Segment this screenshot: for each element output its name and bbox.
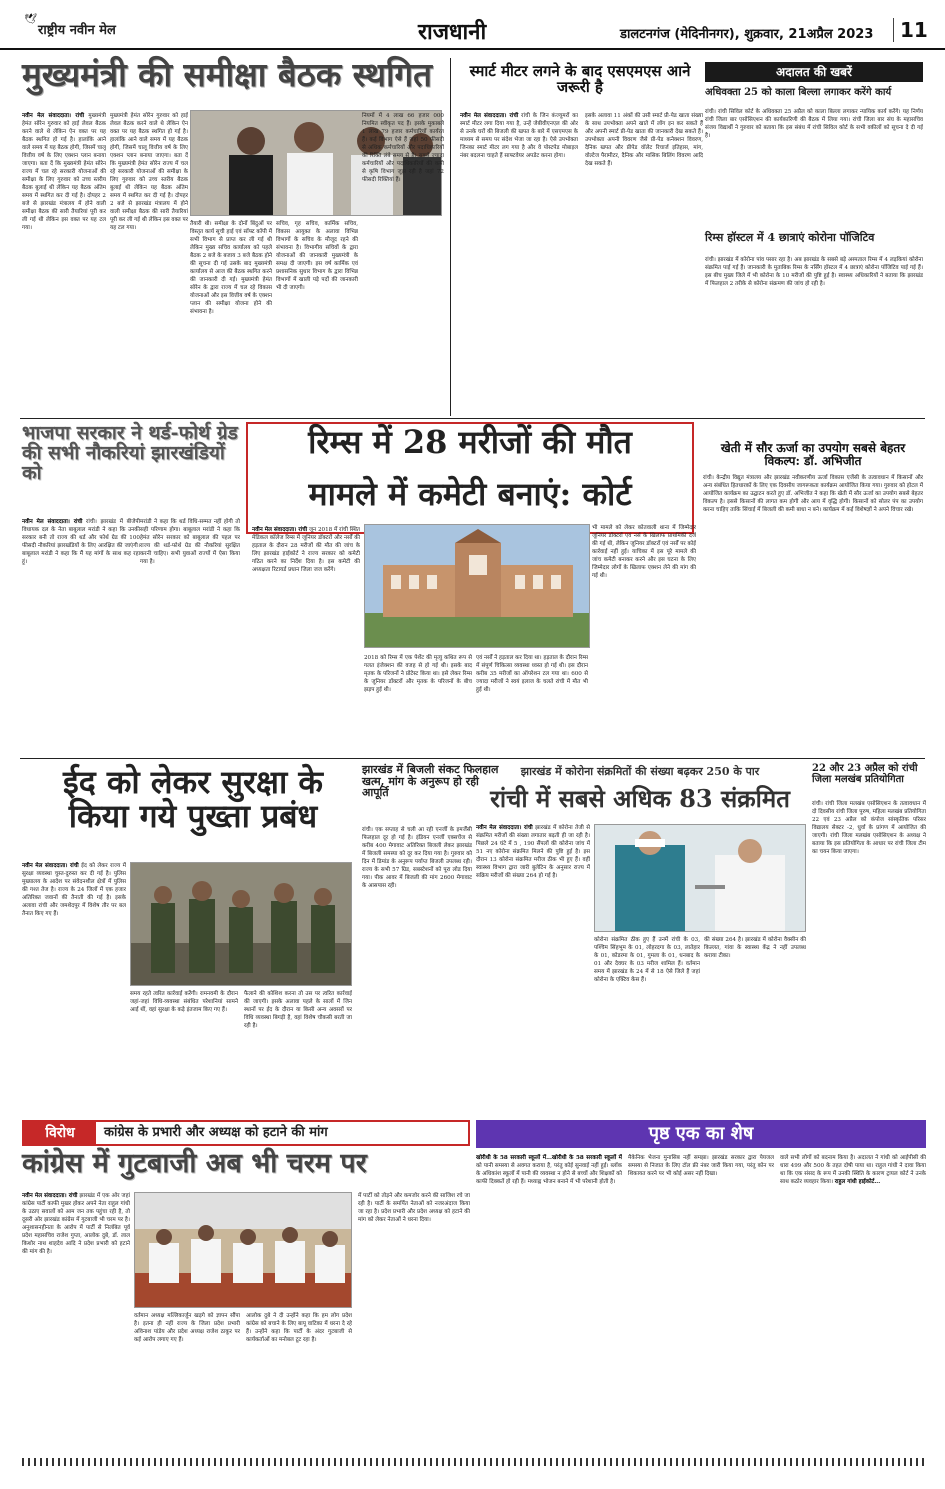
congress-col1: नवीन मेल संवाददाता। रांची झारखंड में एक ओर जहां कांग्रेस पार्टी काफी मुखर होकर अपने नेता राहुल गांधी के उठाए सवालों को आम जन तक पहुंचा रही है, तो दूसरी ओर झारखंड कांग्रेस में गुटबाजी भी चरम पर है। अनुशासनहीनता के आरोप में पार्टी से निलंबित पूर्व प्रदेश महासचिव राजेश गुप्ता, आलोक दुबे, डॉ. लाल किशोर नाथ शाहदेव आदि ने प्रदेश प्रभारी को हटाने की मांग की है। — [22, 1193, 130, 1255]
rims-headline1: रिम्स में 28 मरीजों की मौत — [308, 423, 632, 461]
kheti-headline: खेती में सौर ऊर्जा का उपयोग सबसे बेहतर विकल्प: डॉ. अभिजीत — [720, 441, 906, 468]
corona-test-photo — [594, 824, 806, 932]
eid-col3: फैलाने की कोशिश करना तो उस पर त्वरित कार्रवाई की जाएगी। इसके अलावा पहले के सालों में जिन स्थानों पर ईद के दौरान या किसी अन्य अवसरों पर विधि व्यवस्था बिगड़ी है, वहां विशेष चौकसी बरती जा रही है। — [244, 991, 352, 1029]
congress-col3: आलोक दुबे ने दी उन्होंने कहा कि हम लोग प्रदेश कांग्रेस को बचाने के लिए बापू वाटिका में धरना दे रहे हैं। उन्होंने कहा कि पार्टी के अंदर गुटबाजी से कार्यकर्ताओं का मनोबल टूट रहा है। — [246, 1313, 352, 1343]
virodh-label: विरोध — [24, 1122, 96, 1144]
section-title: राजधानी — [418, 19, 487, 45]
dateline: डालटनगंज (मेदिनीनगर), शुक्रवार, 21अप्रैल 2023 — [620, 27, 874, 42]
congress-kicker: कांग्रेस के प्रभारी और अध्यक्ष को हटाने की मांग — [104, 1125, 328, 1140]
police-illustration — [131, 863, 352, 986]
horizontal-rule-2 — [20, 758, 925, 759]
adalat-body2: रांची। झारखंड में कोरोना पांव पसार रहा है। अब झारखंड के सबसे बड़े अस्पताल रिम्स में 4 लड़कियां कोरोना संक्रमित पाई गई हैं। जानकारी के मुताबिक रिम्स के नर्सिंग हॉस्टल में 4 छात्राएं कोरोना पॉजिटिव पाई गई हैं। इस बीच मुख्य जिले में भी कोरोना के 10 मरीजों की पुष्टि हुई है। स्वास्थ्य अधिकारियों ने बताया कि झारखंड में फिलहाल 2 तरीके से कोरोना संक्रमण की जांच हो रही है। — [705, 257, 923, 287]
adalat-headline2: रिम्स हॉस्टल में 4 छात्राएं कोरोना पॉजिटिव — [705, 231, 875, 244]
health-worker-illustration — [595, 825, 806, 932]
bijli-body: रांची। एक सप्ताह से चली आ रही एनर्जी के इमर्जेंसी फिलहाल दूर हो गई है। इंडियन एनर्जी एक्सचेंज से करीब 400 मेगावाट अतिरिक्त बिजली लेकर झारखंड में बिजली समस्या को दूर कर दिया गया है। गुरुवार को दिन में डिमांड के अनुरूप पर्याप्त बिजली उपलब्ध रही। राज्य के सभी 57 ग्रिड, सबस्टेशनों को पूरा लोड दिया गया। पीक आवर में बिजली की मांग 2600 मेगावाट के आसपास रही। — [362, 827, 472, 889]
rims-building-illustration — [365, 525, 590, 648]
story1-col3: सचिव, गृह सचिव, कार्मिक सचिव, विकास आयुक्त के अलावा विभिन्न विभागों के सचिव के मौजूद रहने की संभावना है। विभागीय सचिवों के द्वारा योजनाओं की जानकारी मुख्यमंत्री के समक्ष दी जाएगी। इस वर्ष कार्मिक एवं प्रशासनिक सुधार विभाग के द्वारा विभिन्न विभागों में खाली पड़े पदों की जानकारी भी दी जाएगी। — [276, 221, 358, 291]
corona-col1: नवीन मेल संवाददाता। रांची झारखंड में कोरोना तेजी से संक्रमित मरीजों की संख्या लगातार बढ़ती ही जा रही है। पिछले 24 घंटे में 5 , 190 सैंपलों की कोरोना जांच में 51 नए कोरोना संक्रमित मिलने की पुष्टि हुई है। इस दौरान 13 कोरोना संक्रमित मरीज ठीक भी हुए हैं। वहीं स्वास्थ्य विभाग द्वारा जारी बुलेटिन के अनुसार राज्य में सक्रिय मरीजों की संख्या 264 हो गई है। — [476, 825, 590, 879]
story2-col1: नवीन मेल संवाददाता। रांची रांची के जिन कंज्यूमरों का स्मार्ट मीटर लगा दिया गया है, उन्हें जेबीवीएनएल की ओर से उनके घरों की बिजली की खपत के बारे में एसएमएस के माध्यम से समय पर संदेश भेजा जा रहा है। ऐसे उपभोक्ता जिनका स्मार्ट मीटर लग गया है और वे पोस्टपेड मोबाइल नंबर बदलना चाहते हैं साफ्टवेयर अपडेट करना होगा। — [460, 113, 578, 159]
rims-col3: एवं नर्सों ने हड़ताल कर दिया था। हड़ताल के दौरान रिम्स में संपूर्ण चिकित्सा व्यवस्था ध्वस्त हो गई थी। इस दौरान करीब 35 मरीजों का ऑपरेशन टल गया था। 600 से ज्यादा मरीजों ने स्वयं इलाज के चलते रांची में मौत भी हुई थी। — [476, 655, 588, 693]
bjp-col1: नवीन मेल संवाददाता। रांची रांची। झारखंड में बीजेपी विधायक दल के नेता बाबूलाल मरांडी ने कहा कि उनकी सरकार बनी तो राज्य की थर्ड और फोर्थ ग्रेड की 100 फीसदी नौकरियां झारखंडियों के लिए आरक्षित की जाएंगी। बाबूलाल मरांडी ने कहा कि मैं यह मांगों के साथ कह रहा हूं। — [22, 519, 140, 565]
story1-col1: नवीन मेल संवाददाता। रांची मुख्यमंत्री हेमंत सोरेन गुरुवार को हाई लेवल बैठक करने वाले थे लेकिन ऐन वक्त पर यह बैठक स्थगित हो गई है। हालांकि आने वाले समय में यह बैठक होगी, जिसमें चालू वित्तीय वर्ष के लिए एक्शन प्लान बनाया जाएगा। बता दें कि मुख्यमंत्री हेमंत सोरेन राज्य में चल रहे सरकारी योजनाओं की समीक्षा के लिए गुरुवार को उच्च स्तरीय बैठक बुलाई थी लेकिन यह बैठक अंतिम समय में स्थगित कर दी गई है। दोपहर 2 बजे से झारखंड मंत्रालय में होने वाली समीक्षा बैठक की सारी तैयारियां पूरी कर ली गई थी लेकिन इस वक्त पर यह टल गया। — [22, 113, 106, 231]
eid-police-photo — [130, 862, 352, 986]
shesh-col1: खोरीधी के 58 सरकारी स्कूलों में...खोरीधी के 58 सरकारी स्कूलों में को पानी समस्या से अवगत कराया है, परंतु कोई सुनवाई नहीं हुई। ब्लॉक के अधिकांश स्कूलों में पानी की व्यवस्था न होने से बच्चों और शिक्षकों को काफी दिक्कतें हो रही हैं। मध्याह्न भोजन बनाने में भी परेशानी होती है। — [476, 1155, 622, 1185]
malkhamb-headline: 22 और 23 अप्रैल को रांची जिला मलखंब प्रतियोगिता — [812, 763, 918, 785]
story1-headline: मुख्यमंत्री की समीक्षा बैठक स्थगित — [22, 55, 432, 94]
rims-col1: नवीन मेल संवाददाता। रांची जून 2018 में रांची स्थित मेडिकल कॉलेज रिम्स में जूनियर डॉक्टरों और नर्सों की हड़ताल के दौरान 28 मरीजों की मौत की जांच के लिए झारखंड हाईकोर्ट ने राज्य सरकार को कमेटी गठित करने का निर्देश दिया है। इस कमेटी की अध्यक्षता रिटायर्ड प्रधान जिला जज करेंगे। — [252, 527, 360, 573]
bijli-headline: झारखंड में बिजली संकट फिलहाल खत्म, मांग के अनुरूप हो रही आपूर्ति — [362, 763, 499, 800]
corona-col3: की संख्या 264 है। झारखंड में कोरोना वैक्सीन की किल्लत, गांवा के स्वास्थ्य केंद्र ने नहीं उपलब्ध कराया टीका। — [704, 937, 806, 959]
dharna-illustration — [135, 1193, 352, 1308]
story2-headline: स्मार्ट मीटर लगने के बाद एसएमएस आने जरूरी है — [469, 62, 691, 96]
story1-col4: नियमों में 4 लाख 66 हजार 000 नियमित स्वीकृत पद हैं। इसके मुकाबले 1 लाख 79 हजार कर्मचारियों कार्यरत हैं। कई विभाग ऐसे हैं जहां 50 फीसदी से अधिक कर्मचारियों और पदाधिकारियों की रिक्ति लंबे समय से है। सबसे ज्यादा कर्मचारियों और पदाधिकारियों की कमी से कृषि विभाग जूझ रही है जहां 72 फीसदी रिक्तियां हैं। — [362, 113, 444, 183]
adalat-headline1: अधिवक्ता 25 को काला बिल्ला लगाकर करेंगे कार्य — [705, 87, 892, 98]
shesh-col3: वाले सभी लोगों को बदनाम किया है। अदालत ने गांधी को आईपीसी की धारा 499 और 500 के तहत दोषी पाया था। राहुल गांधी ने दावा किया था कि एक संसद के रूप में उनकी स्थिति के कारण ट्रायल कोर्ट ने उनके साथ कठोर व्यवहार किया। राहुल गांधी हाईकोर्ट... — [780, 1155, 926, 1185]
bjp-col2: मरांडी ने कहा कि थर्ड विधि-सम्मत नहीं होगी तो सही परिणाम होगा। बाबूलाल मरांडी ने कहा कि हेमंत सोरेन सरकार को बाबूलाल की पहल पर राज्य की थर्ड-फोर्थ ग्रेड की नौकरियां सुरक्षित करनी चाहिए। सभी युवाओं राज्यों में ऐसा किया गया है। — [140, 519, 240, 565]
malkhamb-body: रांची। रांची जिला मलखंब एसोसिएशन के तत्वावधान में दो दिवसीय रांची जिला पुरुष, महिला मलखंब प्रतियोगिता 22 एवं 23 अप्रैल को कंपोज सांस्कृतिक परिसर विद्यालय सेक्टर -2, धुर्वा के प्रांगण में आयोजित की जाएगी। रांची जिला मलखंब एसोसिएशन के अध्यक्ष ने बताया कि इस प्रतियोगिता के आधार पर रांची जिला टीम का चयन किया जाएगा। — [812, 801, 926, 855]
bird-logo-icon: 🕊 — [24, 14, 37, 25]
congress-dharna-photo — [134, 1192, 352, 1308]
page-number: 11 — [893, 18, 928, 42]
story2-col2: इसके अलावा 11 अंकों की उसी स्मार्ट प्री-पेड खाता संख्या के साथ उपभोक्ता अपने खाते में लॉग इन कर सकते हैं और अपनी स्मार्ट प्री-पेड खाता की जानकारी देख सकते हैं। उपभोक्ता अपनी विवरण जैसे प्री-पेड कनेक्शन विवरण, दैनिक खपत और प्रीपेड वॉलेट रिचार्ज इतिहास, मांग, वोल्टेज पैरामीटर, दैनिक और मासिक बिलिंग विवरण आदि देख सकते हैं। — [585, 113, 703, 167]
eid-col1: नवीन मेल संवाददाता। रांची ईद को लेकर राज्य में सुरक्षा व्यवस्था चुस्त-दुरुस्त कर दी गई है। पुलिस मुख्यालय के आदेश पर संवेदनशील क्षेत्रों में पुलिस की गश्त तेज है। राज्य के 24 जिलों में एक हजार अतिरिक्त जवानों की तैनाती की गई है। इसके अलावा रांची और जमशेदपुर में विशेष तौर पर बल तैनात किए गए हैं। — [22, 863, 126, 917]
adalat-header: अदालत की खबरें — [705, 62, 923, 82]
footer-strip — [22, 1458, 926, 1466]
story1-col1b: मुख्यमंत्री हेमंत सोरेन गुरुवार को हाई लेवल बैठक करने वाले थे लेकिन ऐन वक्त पर यह बैठक स्थगित हो गई है। हालांकि आने वाले समय में यह बैठक होगी, जिसमें चालू वित्तीय वर्ष के लिए एक्शन प्लान बनाया जाएगा। बता दें कि मुख्यमंत्री हेमंत सोरेन राज्य में चल रहे सरकारी योजनाओं की समीक्षा के लिए गुरुवार को उच्च स्तरीय बैठक बुलाई थी लेकिन यह बैठक अंतिम समय में स्थगित कर दी गई है। दोपहर 2 बजे से झारखंड मंत्रालय में होने वाली समीक्षा बैठक की सारी तैयारियां पूरी कर ली गई थी लेकिन इस वक्त पर यह टल गया। — [110, 113, 188, 231]
horizontal-rule — [20, 418, 925, 419]
shesh-col2: मैकेनिक भेजना मुनासिब नहीं समझा। झारखंड सरकार द्वारा पेयजल समस्या से निजात के लिए टॉल फ्री नंबर जारी किया गया, परंतु कोन पर शिकायत करने पर भी कोई असर नहीं दिखा। — [628, 1155, 774, 1177]
congress-col4: में पार्टी को तोड़ने और कमजोर करने की साजिश रचे जा रही है। पार्टी के समर्पित नेताओं को नजरअंदाज किया जा रहा है। प्रदेश प्रभारी और प्रदेश अध्यक्ष को हटाने की मांग को लेकर नेताओं ने धरना दिया। — [358, 1193, 470, 1223]
adalat-body1: रांची। रांची सिविल कोर्ट के अधिवक्ता 25 अप्रैल को काला बिल्ला लगाकर न्यायिक कार्य करेंगे। यह निर्णय रांची जिला बार एसोसिएशन की कार्यकारिणी की बैठक में लिया गया। रांची जिला बार संघ के महासचिव संजय विद्यार्थी ने गुरुवार को बताया कि इस संबंध में रांची सिविल कोर्ट के सभी वकीलों को सूचना दे दी गई है। — [705, 109, 923, 139]
rims-col4: भी मामले को लेकर कोतवाली थाना में जिम्मेदार जूनियर डॉक्टरों एवं नर्स के खिलाफ प्राथमिकी दर्ज की गई थी, लेकिन जूनियर डॉक्टरों एवं नर्सों पर कोई कार्रवाई नहीं हुई। याचिका में इस पूरे मामले की जांच कमेटी बनाकर करने और इस घटना के लिए जिम्मेदार लोगों के खिलाफ एक्शन लेने की मांग की गई थी। — [592, 525, 696, 579]
column-divider — [450, 58, 451, 416]
shesh-header: पृष्ठ एक का शेष — [476, 1120, 926, 1148]
rims-headline2: मामले में कमेटी बनाएं: कोर्ट — [308, 475, 632, 513]
eid-headline: ईद को लेकर सुरक्षा के किया गये पुख्ता प्रबंध — [62, 763, 324, 835]
congress-col2: वर्तमान अध्यक्ष मल्लिकार्जुन खड़गे को ज्ञापन सौंपा है। इतना ही नहीं राज्य के जिला प्रदेश प्रभारी अविनाश पांडेय और प्रदेश अध्यक्ष राजेश ठाकुर पर कई आरोप लगाए गए हैं। — [134, 1313, 240, 1343]
bjp-headline: भाजपा सरकार ने थर्ड-फोर्थ ग्रेड की सभी नौकरियां झारखंडियों को — [22, 422, 238, 484]
rims-building-photo — [364, 524, 590, 648]
story1-col2: तैयारी थी। समीक्षा के दोनों बिंदुओं पर विस्तृत कार्य सूची हाई एवं सॉफ्ट कॉपी में सभी विभाग से प्राप्त कर ली गई थी लेकिन मुख्य सचिव कार्यालय को पहले बैठक 2 बजे के बजाय 3 बजे बैठक होने की सूचना दी गई उसके बाद मुख्यमंत्री कार्यालय से आज की बैठक स्थगित करने की जानकारी दी गई। मुख्यमंत्री हेमंत सोरेन के द्वारा राज्य में चल रहे विकास योजनाओं और इस वित्तीय वर्ष के एक्शन प्लान की समीक्षा योजना होने की संभावना है। — [190, 221, 272, 315]
rims-col2: 2018 को रिम्स में एक पेशेंट की मृत्यु कथित रूप से गलत इंजेक्शन की वजह से हो गई थी। इसके बाद मृतक के परिजनों ने प्रोटेस्ट किया था। इसे लेकर रिम्स के जूनियर डॉक्टरों और मृतक के परिजनों के बीच झड़प हुई थी। — [364, 655, 472, 693]
corona-kicker: झारखंड में कोरोना संक्रमितों की संख्या बढ़कर 250 के पार — [520, 765, 760, 778]
corona-col2: कोरोना संक्रमित ठीक हुए हैं उनमें रांची के 03, पश्चिम सिंहभूम के 01, लोहरदगा के 03, लातेहार के 01, कोडरमा के 01, गुमला के 01, धनबाद के 01 और देवघर के 03 मरीज शामिल हैं। वर्तमान समय में झारखंड के 24 में से 18 ऐसे जिले हैं जहां कोरोना के एक्टिव केस हैं। — [594, 937, 700, 983]
eid-col2: समय रहते त्वरित कार्रवाई करेंगी। रामनवमी के दौरान जहां-जहां विधि-व्यवस्था संबंधित परेशानियां सामने आई थीं, वहां सुरक्षा के कड़े इंतजाम किए गए हैं। — [130, 991, 238, 1013]
kheti-body: रांची। केन्द्रीय विद्युत मंत्रालय और झारखंड नवीकरणीय ऊर्जा विकास एजेंसी के तत्वावधान में किसानों और अन्य संबंधित हितधारकों के लिए एक दिवसीय जागरूकता कार्यक्रम आयोजित किया गया। गुरुवार को होटल में आयोजित कार्यक्रम का उद्घाटन करते हुए डॉ. अभिजीत ने कहा कि खेती में सौर ऊर्जा का उपयोग सबसे बेहतर विकल्प है। इससे किसानों की लागत कम होगी और आय में वृद्धि होगी। किसानों को सोलर पंप का उपयोग करना चाहिए ताकि सिंचाई में बिजली की कमी बाधा न बने। कार्यक्रम में कई विशेषज्ञों ने अपने विचार रखे। — [703, 475, 923, 513]
newspaper-logo: राष्ट्रीय नवीन मेल — [38, 23, 116, 38]
congress-headline: कांग्रेस में गुटबाजी अब भी चरम पर — [22, 1148, 367, 1179]
corona-headline: रांची में सबसे अधिक 83 संक्रमित — [490, 784, 790, 813]
masthead — [0, 0, 945, 50]
